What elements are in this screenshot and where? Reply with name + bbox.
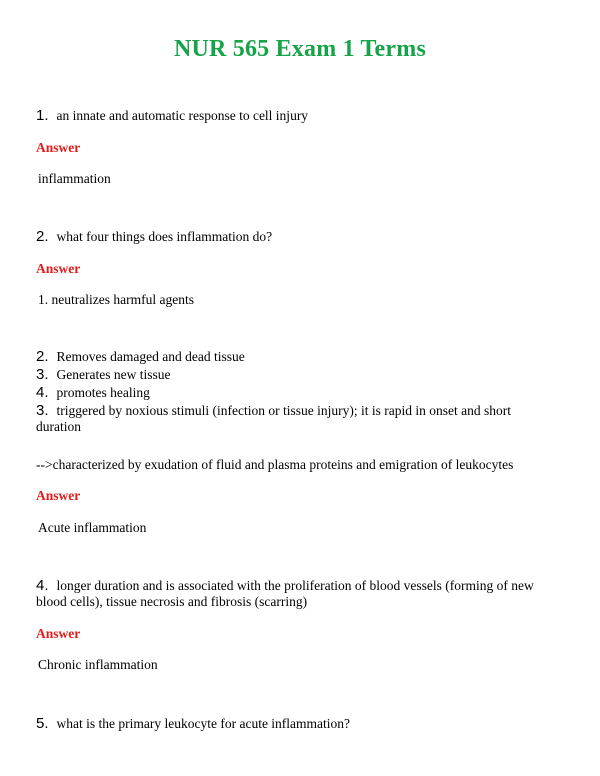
question-2: [36, 229, 556, 245]
list-text: Removes damaged and dead tissue: [56, 349, 245, 364]
question-text: what four things does inflammation do?: [56, 229, 273, 244]
question-number: 3.: [36, 402, 49, 419]
question-3: [36, 403, 536, 434]
answer-label: Answer: [36, 488, 81, 503]
question-number: 2.: [36, 228, 49, 245]
answer-label: Answer: [36, 626, 81, 641]
question-text: longer duration and is associated with the proliferation of blood vessels (forming of new blood cells), tissue necrosis and fibrosis (scarring): [36, 578, 534, 609]
answer-text: 1. neutralizes harmful agents: [38, 292, 194, 307]
page-title: NUR 565 Exam 1 Terms: [173, 36, 426, 62]
question-4: [36, 578, 556, 609]
list-number: 3.: [36, 366, 49, 383]
list-text: Generates new tissue: [56, 367, 171, 382]
question-5: [36, 716, 556, 732]
list-item: [36, 385, 556, 401]
question-number: 4.: [36, 577, 49, 594]
answer-text: Acute inflammation: [38, 520, 147, 535]
question-1: [36, 108, 556, 124]
question-text: what is the primary leukocyte for acute inflammation?: [56, 716, 351, 731]
answer-text: inflammation: [38, 171, 111, 186]
list-item: [36, 367, 556, 383]
list-text: promotes healing: [56, 385, 150, 400]
question-continuation: -->characterized by exudation of fluid and plasma proteins and emigration of leukocytes: [36, 457, 514, 472]
answer-label: Answer: [36, 261, 81, 276]
answer-label: Answer: [36, 140, 81, 155]
question-number: 1.: [36, 107, 49, 124]
list-number: 2.: [36, 348, 49, 365]
list-item: [36, 349, 556, 365]
question-number: 5.: [36, 715, 49, 732]
question-text: triggered by noxious stimuli (infection or tissue injury); it is rapid in onset and short duration: [36, 403, 511, 434]
list-number: 4.: [36, 384, 49, 401]
question-text: an innate and automatic response to cell injury: [56, 108, 309, 123]
answer-text: Chronic inflammation: [38, 657, 158, 672]
